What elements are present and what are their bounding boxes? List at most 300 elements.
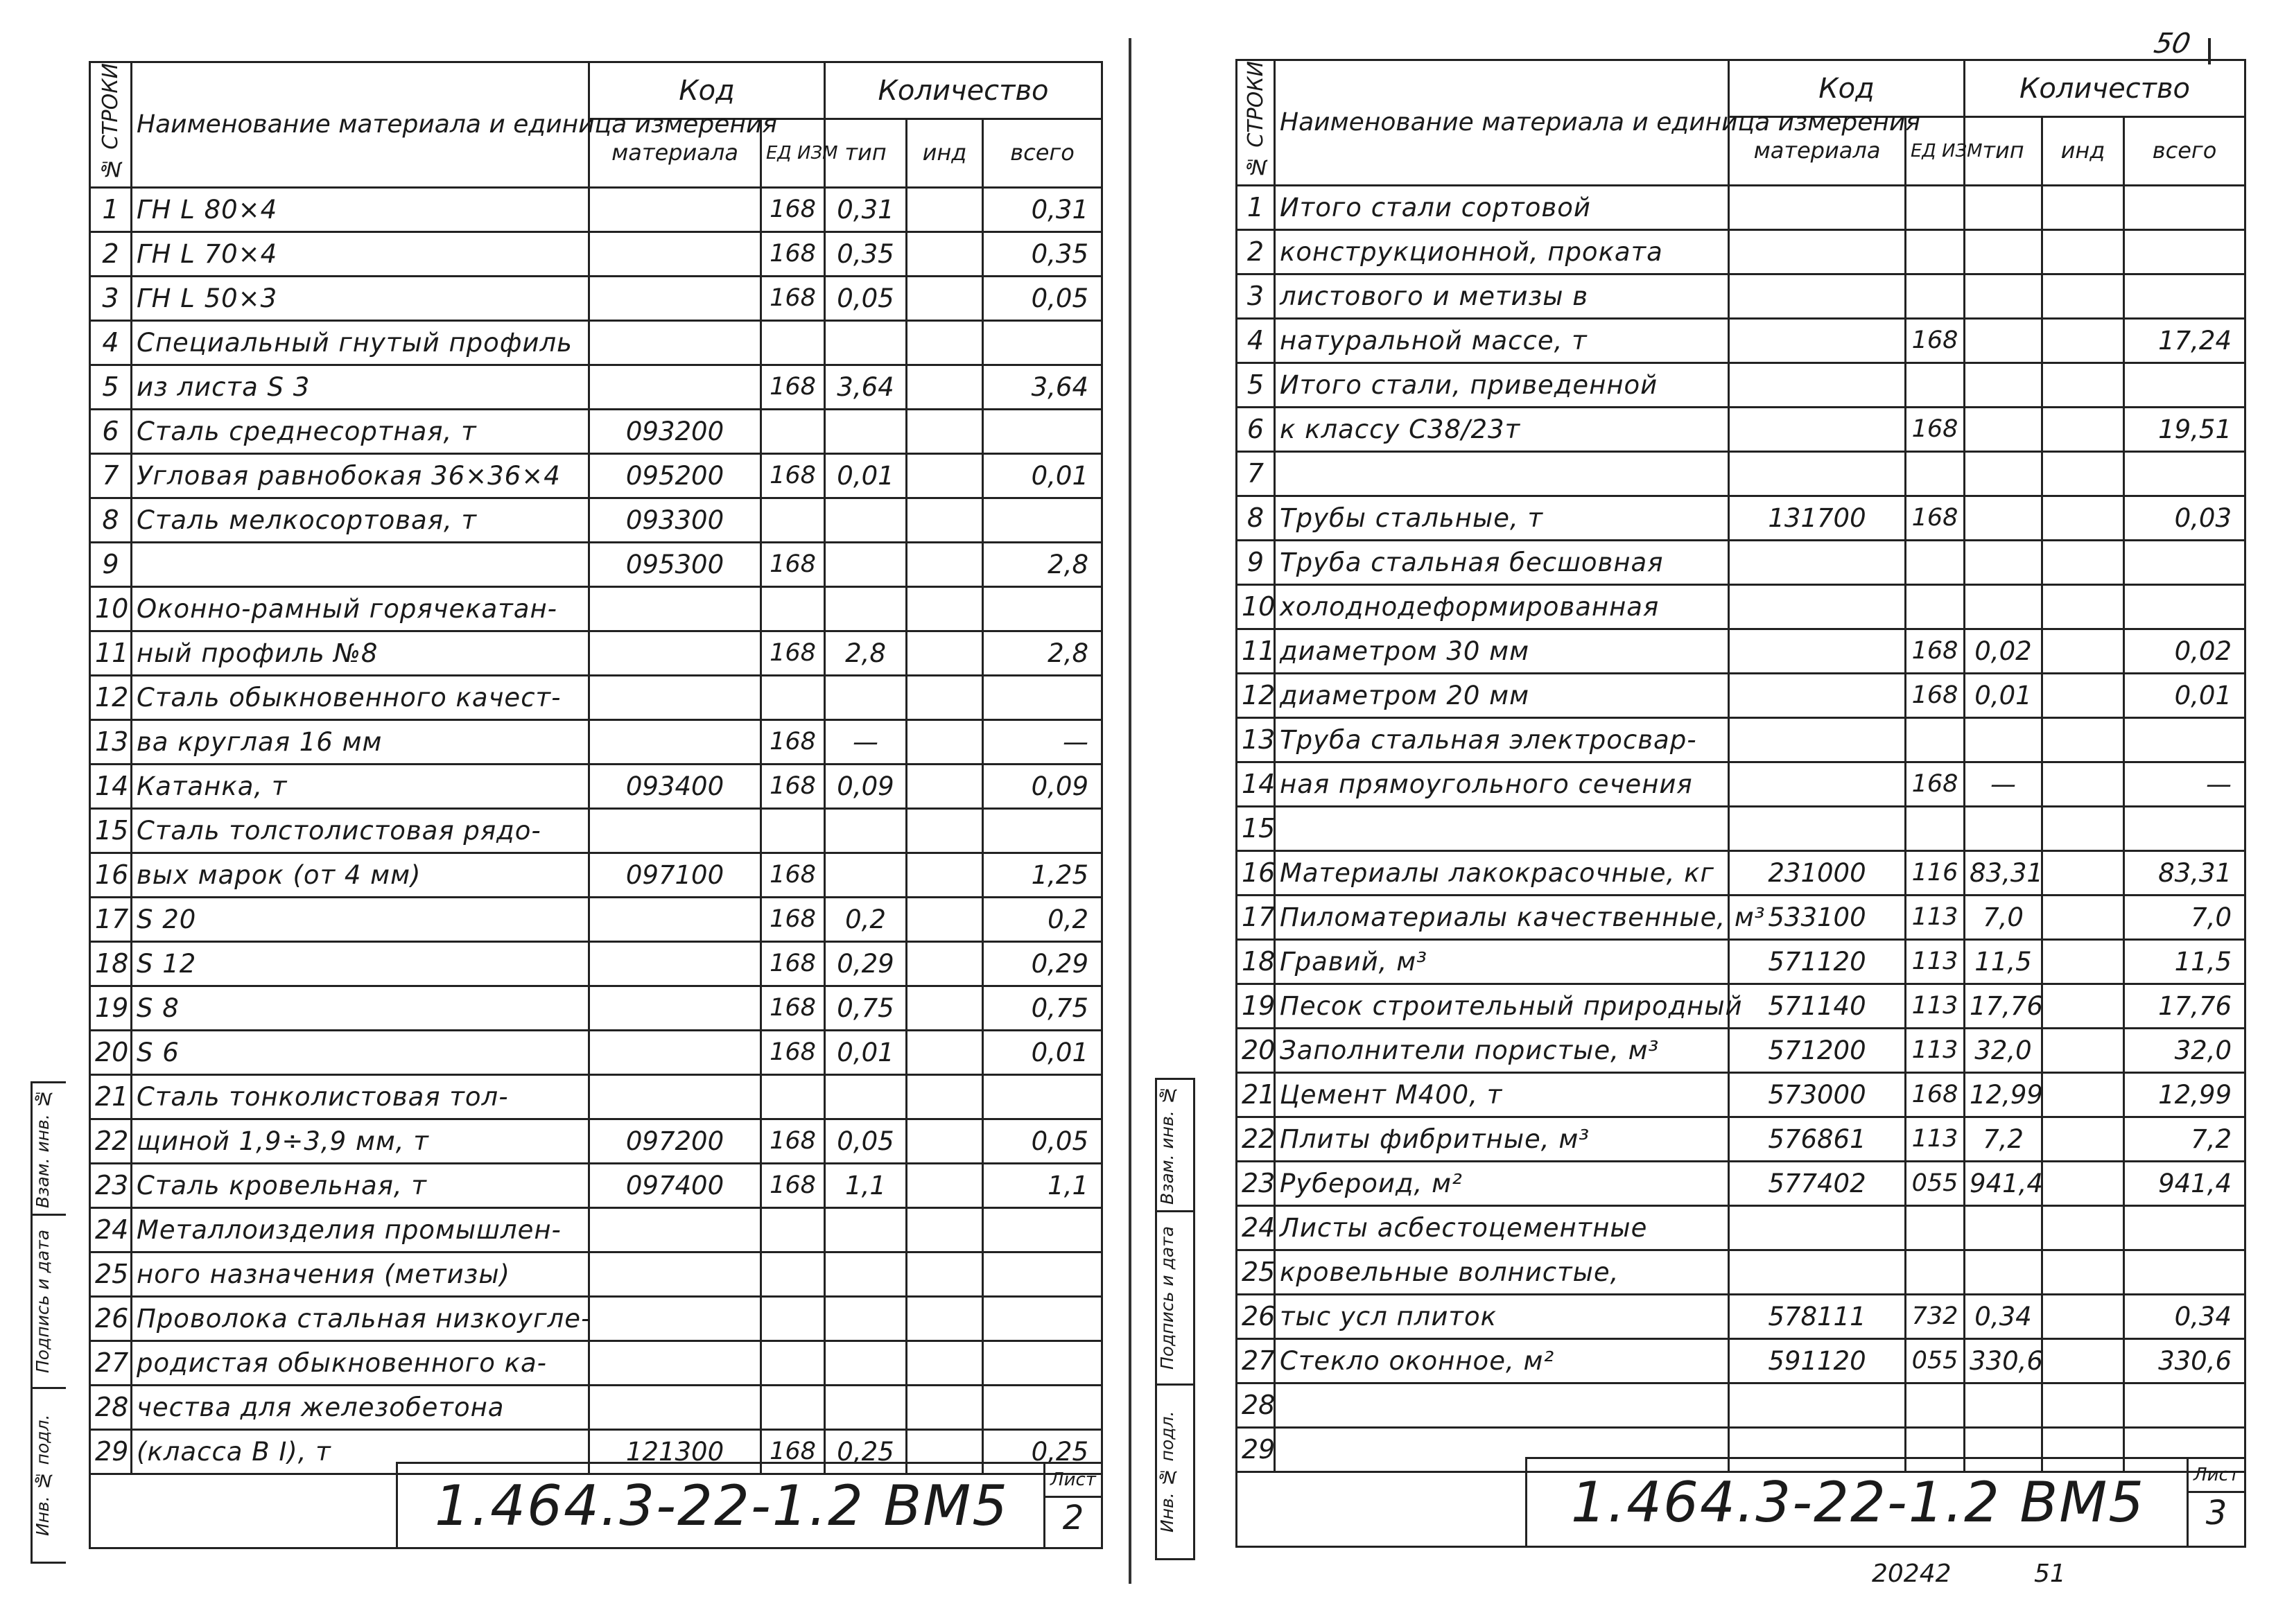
- qty-ind: [2042, 1028, 2124, 1072]
- unit-code: 168: [761, 941, 825, 986]
- qty-type: 0,29: [825, 941, 907, 986]
- table-row: [1237, 363, 2245, 407]
- qty-ind: [907, 586, 983, 631]
- unit-code: [761, 675, 825, 719]
- table-row: [1237, 895, 2245, 939]
- row-number: 29: [1237, 1427, 1275, 1472]
- row-number: 15: [90, 808, 132, 853]
- row-number: 23: [1237, 1161, 1275, 1205]
- material-name: диаметром 20 мм: [1275, 673, 1729, 717]
- material-name: Сталь тонколистовая тол-: [132, 1074, 589, 1119]
- qty-total: 0,2: [983, 897, 1102, 941]
- material-name: Песок строительный природный: [1275, 984, 1729, 1028]
- material-code: [589, 1207, 761, 1252]
- qty-type: [1965, 274, 2042, 318]
- qty-total: [2124, 584, 2245, 629]
- material-code: 093200: [589, 409, 761, 453]
- material-code: [589, 986, 761, 1030]
- material-code: 231000: [1729, 850, 1906, 895]
- table-row: [90, 1385, 1102, 1429]
- table-row: [90, 986, 1102, 1030]
- material-code: [589, 631, 761, 675]
- qty-ind: [907, 1341, 983, 1385]
- qty-total: 0,01: [983, 453, 1102, 498]
- table-row: [1237, 1338, 2245, 1383]
- row-number: 21: [1237, 1072, 1275, 1117]
- header-row-number: № СТРОКИ: [1237, 60, 1275, 186]
- material-code: [1729, 318, 1906, 363]
- qty-ind: [907, 808, 983, 853]
- material-name: Угловая равнобокая 36×36×4: [132, 453, 589, 498]
- qty-ind: [907, 631, 983, 675]
- table-row: [1237, 850, 2245, 895]
- qty-ind: [2042, 1383, 2124, 1427]
- qty-total: 0,31: [983, 187, 1102, 232]
- material-code: 571120: [1729, 939, 1906, 984]
- row-number: 7: [90, 453, 132, 498]
- material-code: 576861: [1729, 1117, 1906, 1161]
- qty-type: [1965, 496, 2042, 540]
- material-name: Сталь обыкновенного качест-: [132, 675, 589, 719]
- table-body-left: [90, 187, 1102, 1474]
- unit-code: [761, 1341, 825, 1385]
- qty-total: 17,24: [2124, 318, 2245, 363]
- row-number: 5: [90, 365, 132, 409]
- unit-code: 168: [761, 1163, 825, 1207]
- material-name: Трубы стальные, т: [1275, 496, 1729, 540]
- material-code: 577402: [1729, 1161, 1906, 1205]
- material-name: Сталь кровельная, т: [132, 1163, 589, 1207]
- row-number: 1: [90, 187, 132, 232]
- table-row: [1237, 407, 2245, 451]
- row-number: 28: [90, 1385, 132, 1429]
- unit-code: [1906, 229, 1965, 274]
- table-row: [1237, 540, 2245, 584]
- qty-total: —: [983, 719, 1102, 764]
- material-name: Сталь мелкосортовая, т: [132, 498, 589, 542]
- material-code: 578111: [1729, 1294, 1906, 1338]
- material-name: [132, 542, 589, 586]
- row-number: 8: [1237, 496, 1275, 540]
- material-name: (класса B I), т: [132, 1429, 589, 1474]
- row-number: 15: [1237, 806, 1275, 850]
- unit-code: 113: [1906, 1028, 1965, 1072]
- row-number: 25: [1237, 1250, 1275, 1294]
- qty-type: [1965, 806, 2042, 850]
- material-code: [1729, 451, 1906, 496]
- material-name: Пиломатериалы качественные, м³: [1275, 895, 1729, 939]
- row-number: 14: [90, 764, 132, 808]
- row-number: 2: [1237, 229, 1275, 274]
- qty-ind: [2042, 762, 2124, 806]
- unit-code: [761, 320, 825, 365]
- qty-ind: [2042, 540, 2124, 584]
- unit-code: 168: [761, 853, 825, 897]
- header-unit: ЕД ИЗМ: [761, 119, 825, 187]
- qty-total: [2124, 363, 2245, 407]
- row-number: 27: [90, 1341, 132, 1385]
- header-material-name: Наименование материала и единица измерения: [1275, 60, 1729, 186]
- material-name: ГН L 80×4: [132, 187, 589, 232]
- table-row: [90, 542, 1102, 586]
- qty-total: 11,5: [2124, 939, 2245, 984]
- material-name: холоднодеформированная: [1275, 584, 1729, 629]
- qty-ind: [2042, 1117, 2124, 1161]
- qty-total: [983, 1207, 1102, 1252]
- material-name: [1275, 1383, 1729, 1427]
- qty-total: [983, 1341, 1102, 1385]
- row-number: 7: [1237, 451, 1275, 496]
- unit-code: 113: [1906, 984, 1965, 1028]
- material-code: [589, 276, 761, 320]
- qty-ind: [2042, 895, 2124, 939]
- unit-code: 168: [761, 897, 825, 941]
- row-number: 12: [90, 675, 132, 719]
- material-code: [589, 1252, 761, 1296]
- material-code: [589, 808, 761, 853]
- row-number: 24: [90, 1207, 132, 1252]
- unit-code: [1906, 1383, 1965, 1427]
- table-row: [1237, 318, 2245, 363]
- table-row: [1237, 229, 2245, 274]
- strip-separator: [1157, 1210, 1193, 1212]
- row-number: 10: [1237, 584, 1275, 629]
- qty-ind: [907, 1296, 983, 1341]
- table-row: [90, 232, 1102, 276]
- qty-total: 0,02: [2124, 629, 2245, 673]
- row-number: 2: [90, 232, 132, 276]
- qty-ind: [907, 853, 983, 897]
- material-name: чества для железобетона: [132, 1385, 589, 1429]
- material-code: [1729, 762, 1906, 806]
- unit-code: 168: [761, 542, 825, 586]
- material-name: Рубероид, м²: [1275, 1161, 1729, 1205]
- table-row: [90, 1074, 1102, 1119]
- qty-ind: [2042, 451, 2124, 496]
- unit-code: 113: [1906, 1117, 1965, 1161]
- row-number: 25: [90, 1252, 132, 1296]
- table-row: [90, 1163, 1102, 1207]
- table-row: [90, 1030, 1102, 1074]
- row-number: 13: [1237, 717, 1275, 762]
- qty-type: [825, 498, 907, 542]
- qty-type: 12,99: [1965, 1072, 2042, 1117]
- header-code: Код: [589, 62, 825, 119]
- material-code: [1729, 229, 1906, 274]
- material-code: [589, 586, 761, 631]
- material-name: Металлоизделия промышлен-: [132, 1207, 589, 1252]
- unit-code: [761, 498, 825, 542]
- qty-type: [1965, 584, 2042, 629]
- qty-ind: [2042, 806, 2124, 850]
- qty-total: [983, 409, 1102, 453]
- qty-ind: [2042, 1338, 2124, 1383]
- qty-total: 17,76: [2124, 984, 2245, 1028]
- table-row: [90, 276, 1102, 320]
- qty-ind: [2042, 1250, 2124, 1294]
- material-name: Листы асбестоцементные: [1275, 1205, 1729, 1250]
- material-name: ГН L 70×4: [132, 232, 589, 276]
- sheet-label: Лист: [1045, 1464, 1101, 1498]
- material-name: [1275, 451, 1729, 496]
- unit-code: [761, 1385, 825, 1429]
- qty-type: 1,1: [825, 1163, 907, 1207]
- row-number: 10: [90, 586, 132, 631]
- material-name: Материалы лакокрасочные, кг: [1275, 850, 1729, 895]
- material-code: 591120: [1729, 1338, 1906, 1383]
- material-name: натуральной массе, т: [1275, 318, 1729, 363]
- material-name: Проволока стальная низкоуглe-: [132, 1296, 589, 1341]
- qty-total: 12,99: [2124, 1072, 2245, 1117]
- qty-total: 0,01: [2124, 673, 2245, 717]
- unit-code: 168: [761, 719, 825, 764]
- material-name: Оконно-рамный горячекатан-: [132, 586, 589, 631]
- qty-ind: [907, 187, 983, 232]
- material-code: [589, 1341, 761, 1385]
- qty-type: 0,05: [825, 1119, 907, 1163]
- table-row: [1237, 984, 2245, 1028]
- document-designation: 1.464.3-22-1.2 ВМ5: [396, 1462, 1045, 1547]
- unit-code: [1906, 274, 1965, 318]
- qty-type: [825, 320, 907, 365]
- qty-type: 0,01: [825, 1030, 907, 1074]
- qty-type: 0,25: [825, 1429, 907, 1474]
- strip-separator: [33, 1214, 66, 1216]
- qty-type: [1965, 1205, 2042, 1250]
- row-number: 3: [1237, 274, 1275, 318]
- qty-total: [983, 1296, 1102, 1341]
- header-qty-type: тип: [1965, 117, 2042, 185]
- qty-ind: [907, 1207, 983, 1252]
- qty-ind: [2042, 629, 2124, 673]
- qty-ind: [2042, 584, 2124, 629]
- qty-type: [1965, 540, 2042, 584]
- material-name: из листа S 3: [132, 365, 589, 409]
- material-code: [1729, 584, 1906, 629]
- qty-type: 2,8: [825, 631, 907, 675]
- table-row: [90, 409, 1102, 453]
- material-name: родистая обыкновенного ка-: [132, 1341, 589, 1385]
- qty-total: 7,0: [2124, 895, 2245, 939]
- table-row: [90, 808, 1102, 853]
- row-number: 8: [90, 498, 132, 542]
- material-name: ная прямоугольного сечения: [1275, 762, 1729, 806]
- material-code: 093400: [589, 764, 761, 808]
- material-name: Сталь среднесортная, т: [132, 409, 589, 453]
- qty-type: [1965, 451, 2042, 496]
- material-code: 095300: [589, 542, 761, 586]
- material-code: [1729, 540, 1906, 584]
- table-row: [1237, 1250, 2245, 1294]
- qty-ind: [2042, 274, 2124, 318]
- sheet-number: 3: [2205, 1494, 2227, 1533]
- document-designation: 1.464.3-22-1.2 ВМ5: [1525, 1457, 2189, 1546]
- qty-total: [2124, 185, 2245, 229]
- table-row: [1237, 629, 2245, 673]
- qty-ind: [2042, 496, 2124, 540]
- unit-code: [761, 586, 825, 631]
- unit-code: 168: [761, 365, 825, 409]
- qty-total: [983, 586, 1102, 631]
- page-number-top: 50: [2151, 28, 2193, 60]
- strip-label-replace: Взам. инв. №: [1157, 1085, 1177, 1205]
- archive-number: 20242: [1872, 1560, 1952, 1588]
- strip-label-inv: Инв. № подл.: [1157, 1411, 1177, 1533]
- material-code: 093300: [589, 498, 761, 542]
- materials-table-left: [89, 61, 1103, 1475]
- material-code: [589, 1074, 761, 1119]
- unit-code: [1906, 363, 1965, 407]
- row-number: 6: [90, 409, 132, 453]
- qty-total: 0,29: [983, 941, 1102, 986]
- qty-type: [1965, 185, 2042, 229]
- table-row: [90, 320, 1102, 365]
- row-number: 17: [90, 897, 132, 941]
- qty-total: 19,51: [2124, 407, 2245, 451]
- qty-type: 0,34: [1965, 1294, 2042, 1338]
- row-number: 1: [1237, 185, 1275, 229]
- row-number: 18: [1237, 939, 1275, 984]
- qty-type: 0,01: [1965, 673, 2042, 717]
- header-qty-total: всего: [983, 119, 1102, 187]
- table-row: [1237, 1028, 2245, 1072]
- unit-code: 168: [761, 764, 825, 808]
- qty-type: 0,05: [825, 276, 907, 320]
- qty-total: [2124, 1250, 2245, 1294]
- row-number: 29: [90, 1429, 132, 1474]
- row-number: 20: [90, 1030, 132, 1074]
- qty-type: [825, 586, 907, 631]
- qty-ind: [2042, 1205, 2124, 1250]
- qty-type: 0,75: [825, 986, 907, 1030]
- row-number: 18: [90, 941, 132, 986]
- qty-ind: [907, 1163, 983, 1207]
- material-code: 097200: [589, 1119, 761, 1163]
- material-code: 097400: [589, 1163, 761, 1207]
- material-code: [1729, 1383, 1906, 1427]
- material-name: диаметром 30 мм: [1275, 629, 1729, 673]
- row-number: 13: [90, 719, 132, 764]
- table-row: [90, 719, 1102, 764]
- qty-type: [825, 1296, 907, 1341]
- qty-type: 7,0: [1965, 895, 2042, 939]
- unit-code: [761, 808, 825, 853]
- side-strip-left: [31, 1081, 66, 1564]
- qty-ind: [907, 1252, 983, 1296]
- material-name: вых марок (от 4 мм): [132, 853, 589, 897]
- qty-ind: [907, 453, 983, 498]
- qty-total: 941,4: [2124, 1161, 2245, 1205]
- material-code: [589, 719, 761, 764]
- unit-code: 168: [1906, 673, 1965, 717]
- table-row: [1237, 717, 2245, 762]
- qty-ind: [907, 1030, 983, 1074]
- row-number: 17: [1237, 895, 1275, 939]
- qty-type: [825, 1252, 907, 1296]
- title-block-left: [89, 1447, 1103, 1549]
- material-code: [589, 941, 761, 986]
- strip-label-replace: Взам. инв. №: [33, 1088, 53, 1209]
- qty-ind: [907, 409, 983, 453]
- qty-total: [983, 675, 1102, 719]
- qty-ind: [2042, 229, 2124, 274]
- material-name: S 12: [132, 941, 589, 986]
- unit-code: 168: [1906, 1072, 1965, 1117]
- qty-total: [983, 320, 1102, 365]
- material-name: листового и метизы в: [1275, 274, 1729, 318]
- qty-type: [825, 409, 907, 453]
- unit-code: 055: [1906, 1338, 1965, 1383]
- qty-ind: [907, 320, 983, 365]
- material-name: Стекло оконное, м²: [1275, 1338, 1729, 1383]
- table-row: [1237, 1117, 2245, 1161]
- sheet-number-box: [1043, 1462, 1101, 1547]
- unit-code: [761, 1074, 825, 1119]
- qty-total: 1,1: [983, 1163, 1102, 1207]
- row-number: 3: [90, 276, 132, 320]
- header-code-material: материала: [1729, 117, 1906, 185]
- unit-code: 168: [761, 1030, 825, 1074]
- qty-total: [2124, 229, 2245, 274]
- material-code: [589, 675, 761, 719]
- sheet-number-box: [2187, 1457, 2244, 1546]
- unit-code: 168: [1906, 407, 1965, 451]
- unit-code: [1906, 540, 1965, 584]
- material-name: Цемент М400, т: [1275, 1072, 1729, 1117]
- qty-type: [825, 675, 907, 719]
- row-number: 23: [90, 1163, 132, 1207]
- qty-total: [2124, 806, 2245, 850]
- row-number: 19: [1237, 984, 1275, 1028]
- unit-code: 168: [761, 1119, 825, 1163]
- row-number: 24: [1237, 1205, 1275, 1250]
- qty-type: 0,02: [1965, 629, 2042, 673]
- qty-ind: [907, 276, 983, 320]
- material-code: 097100: [589, 853, 761, 897]
- table-row: [1237, 1294, 2245, 1338]
- material-code: [1729, 185, 1906, 229]
- row-number: 4: [1237, 318, 1275, 363]
- unit-code: [1906, 717, 1965, 762]
- unit-code: 168: [761, 631, 825, 675]
- header-row-number: № СТРОКИ: [90, 62, 132, 188]
- material-name: ный профиль №8: [132, 631, 589, 675]
- unit-code: 168: [761, 453, 825, 498]
- qty-ind: [2042, 1072, 2124, 1117]
- qty-total: [983, 498, 1102, 542]
- material-code: [589, 320, 761, 365]
- material-name: кровельные волнистые,: [1275, 1250, 1729, 1294]
- table-row: [90, 764, 1102, 808]
- qty-total: 0,35: [983, 232, 1102, 276]
- qty-total: [2124, 1383, 2245, 1427]
- material-name: Катанка, т: [132, 764, 589, 808]
- table-row: [90, 365, 1102, 409]
- strip-separator: [33, 1387, 66, 1389]
- qty-total: [2124, 451, 2245, 496]
- material-name: Плиты фибритные, м³: [1275, 1117, 1729, 1161]
- table-row: [1237, 1072, 2245, 1117]
- material-name: Специальный гнутый профиль: [132, 320, 589, 365]
- unit-code: 113: [1906, 939, 1965, 984]
- row-number: 20: [1237, 1028, 1275, 1072]
- material-code: [589, 232, 761, 276]
- qty-ind: [907, 1074, 983, 1119]
- qty-type: 0,31: [825, 187, 907, 232]
- sheet-divider: [1129, 38, 1131, 1584]
- material-code: [589, 897, 761, 941]
- qty-total: 0,09: [983, 764, 1102, 808]
